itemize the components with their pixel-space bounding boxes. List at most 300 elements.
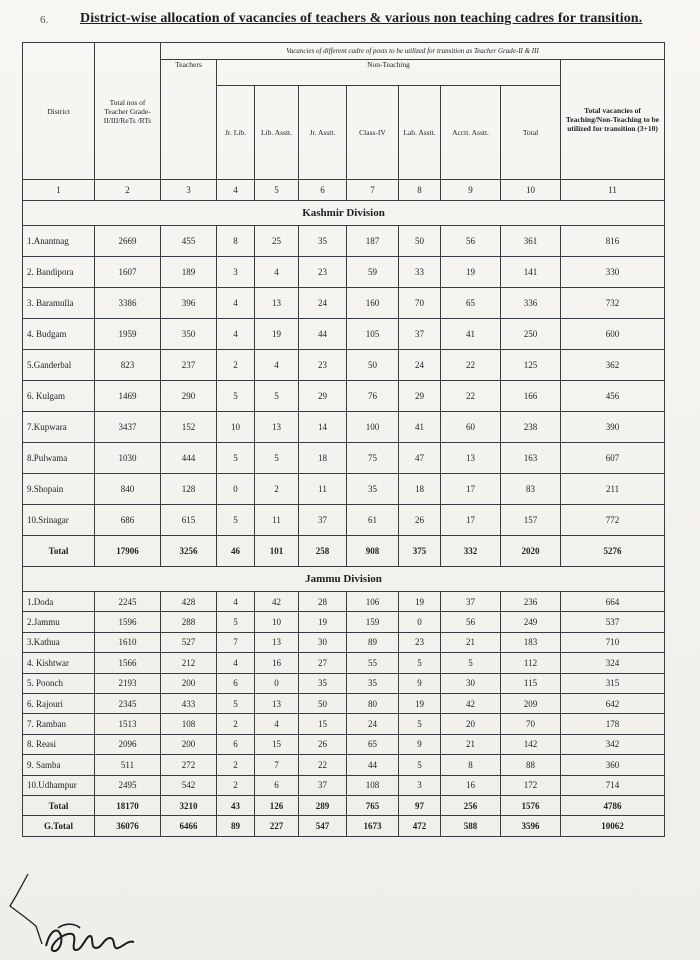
table-cell: 10 [255,612,299,632]
table-cell: 189 [161,257,217,288]
district-name: 2. Bandipora [23,257,95,288]
jammu-rows [23,592,665,837]
table-cell: 13 [255,412,299,443]
table-cell: 18 [399,474,441,505]
table-cell: 290 [161,381,217,412]
table-cell: 3437 [95,412,161,443]
table-row [23,673,665,693]
table-cell: 56 [441,226,501,257]
table-cell: 11 [299,474,347,505]
table-cell: 88 [501,755,561,775]
table-row [23,381,665,412]
total-cell: 375 [399,536,441,567]
table-cell: 30 [441,673,501,693]
table-cell: 28 [299,592,347,612]
table-cell: 22 [441,350,501,381]
table-cell: 16 [441,775,501,795]
total-cell: 472 [399,816,441,836]
table-cell: 0 [217,474,255,505]
table-cell: 360 [561,755,665,775]
table-cell: 13 [255,288,299,319]
table-cell: 24 [299,288,347,319]
table-cell: 2 [217,755,255,775]
district-name: 7.Kupwara [23,412,95,443]
table-cell: 5 [217,443,255,474]
table-cell: 17 [441,505,501,536]
total-label: G.Total [23,816,95,836]
total-cell: 332 [441,536,501,567]
table-cell: 5 [217,381,255,412]
table-cell: 642 [561,693,665,713]
district-name: 4. Budgam [23,319,95,350]
table-cell: 1469 [95,381,161,412]
total-cell: 6466 [161,816,217,836]
col-num: 6 [299,180,347,201]
district-name: 6. Rajouri [23,693,95,713]
table-cell: 15 [299,714,347,734]
table-cell: 2669 [95,226,161,257]
table-cell: 19 [399,693,441,713]
table-cell: 172 [501,775,561,795]
table-cell: 50 [299,693,347,713]
district-name: 8. Reasi [23,734,95,754]
table-cell: 20 [441,714,501,734]
table-cell: 16 [255,653,299,673]
table-row [23,226,665,257]
table-cell: 56 [441,612,501,632]
table-cell: 35 [347,673,399,693]
table-cell: 433 [161,693,217,713]
total-cell: 227 [255,816,299,836]
table-cell: 42 [255,592,299,612]
table-cell: 55 [347,653,399,673]
table-row [23,505,665,536]
total-cell: 5276 [561,536,665,567]
table-row [23,474,665,505]
table-cell: 5 [217,693,255,713]
header-lab-asstt: Lab. Asstt. [399,86,441,180]
table-cell: 5 [217,505,255,536]
division-heading-jammu [23,567,665,592]
col-num: 5 [255,180,299,201]
header-teachers: Teachers [161,60,217,180]
header-acctt-asstt: Acctt. Asstt. [441,86,501,180]
table-cell: 70 [501,714,561,734]
table-cell: 24 [399,350,441,381]
table-cell: 112 [501,653,561,673]
district-name: 10.Srinagar [23,505,95,536]
table-cell: 19 [441,257,501,288]
table-cell: 330 [561,257,665,288]
table-cell: 21 [441,734,501,754]
header-total: Total [501,86,561,180]
table-cell: 23 [399,632,441,652]
table-cell: 160 [347,288,399,319]
table-cell: 428 [161,592,217,612]
table-cell: 8 [441,755,501,775]
table-cell: 8 [217,226,255,257]
table-cell: 183 [501,632,561,652]
total-cell: 43 [217,795,255,815]
table-cell: 542 [161,775,217,795]
col-num: 4 [217,180,255,201]
table-cell: 390 [561,412,665,443]
table-cell: 15 [255,734,299,754]
table-cell: 4 [217,653,255,673]
table-row [23,257,665,288]
table-cell: 61 [347,505,399,536]
table-cell: 60 [441,412,501,443]
table-cell: 714 [561,775,665,795]
table-cell: 35 [347,474,399,505]
table-cell: 4 [217,319,255,350]
total-cell: 3256 [161,536,217,567]
total-cell: 2020 [501,536,561,567]
table-cell: 3 [217,257,255,288]
total-cell: 4786 [561,795,665,815]
table-cell: 11 [255,505,299,536]
district-name: 6. Kulgam [23,381,95,412]
total-row [23,795,665,815]
kashmir-rows [23,226,665,567]
table-cell: 187 [347,226,399,257]
table-cell: 607 [561,443,665,474]
table-cell: 772 [561,505,665,536]
table-cell: 70 [399,288,441,319]
header-total-teacher: Total nos of Teacher Grade-II/III/ReTs /RTs [95,43,161,180]
table-row [23,714,665,734]
total-row [23,816,665,836]
total-cell: 256 [441,795,501,815]
table-cell: 22 [299,755,347,775]
table-cell: 75 [347,443,399,474]
district-name: 1.Doda [23,592,95,612]
table-cell: 236 [501,592,561,612]
total-label: Total [23,536,95,567]
table-cell: 5 [399,714,441,734]
table-cell: 41 [441,319,501,350]
table-cell: 25 [255,226,299,257]
district-name: 5. Poonch [23,673,95,693]
table-cell: 840 [95,474,161,505]
table-cell: 163 [501,443,561,474]
table-cell: 823 [95,350,161,381]
table-cell: 249 [501,612,561,632]
table-cell: 527 [161,632,217,652]
table-row [23,734,665,754]
table-cell: 350 [161,319,217,350]
col-num: 3 [161,180,217,201]
table-cell: 1610 [95,632,161,652]
col-num: 2 [95,180,161,201]
table-cell: 142 [501,734,561,754]
table-cell: 444 [161,443,217,474]
vacancy-table [22,42,665,837]
table-cell: 21 [441,632,501,652]
table-cell: 108 [347,775,399,795]
table-cell: 1513 [95,714,161,734]
table-cell: 44 [299,319,347,350]
table-cell: 50 [399,226,441,257]
table-cell: 5 [255,443,299,474]
district-name: 3. Baramulla [23,288,95,319]
table-cell: 4 [255,257,299,288]
table-cell: 128 [161,474,217,505]
table-row [23,693,665,713]
division-label: Jammu Division [23,567,665,592]
table-cell: 47 [399,443,441,474]
table-cell: 4 [217,288,255,319]
district-name: 3.Kathua [23,632,95,652]
table-cell: 125 [501,350,561,381]
table-cell: 6 [217,673,255,693]
table-cell: 5 [399,755,441,775]
col-num: 10 [501,180,561,201]
table-cell: 455 [161,226,217,257]
total-label: Total [23,795,95,815]
table-cell: 10 [217,412,255,443]
table-cell: 2 [217,714,255,734]
table-cell: 100 [347,412,399,443]
total-cell: 36076 [95,816,161,836]
signature-icon [6,866,146,960]
column-number-row [23,180,665,201]
page-title: District-wise allocation of vacancies of teachers & various non teaching cadres for transition. [80,11,643,26]
table-cell: 159 [347,612,399,632]
table-cell: 396 [161,288,217,319]
table-cell: 59 [347,257,399,288]
table-cell: 816 [561,226,665,257]
total-cell: 547 [299,816,347,836]
table-cell: 27 [299,653,347,673]
table-cell: 238 [501,412,561,443]
table-cell: 6 [255,775,299,795]
district-name: 7. Ramban [23,714,95,734]
table-cell: 23 [299,350,347,381]
table-cell: 6 [217,734,255,754]
table-cell: 0 [255,673,299,693]
table-cell: 42 [441,693,501,713]
header-super: Vacancies of different cadre of posts to be utilized for transition as Teacher Grade-II & III [161,43,665,60]
district-name: 4. Kishtwar [23,653,95,673]
total-cell: 18170 [95,795,161,815]
table-cell: 178 [561,714,665,734]
col-num: 11 [561,180,665,201]
table-row [23,653,665,673]
total-cell: 258 [299,536,347,567]
table-cell: 26 [299,734,347,754]
col-num: 8 [399,180,441,201]
total-cell: 3596 [501,816,561,836]
table-row [23,288,665,319]
table-cell: 2 [255,474,299,505]
table-cell: 106 [347,592,399,612]
table-cell: 3 [399,775,441,795]
table-cell: 166 [501,381,561,412]
table-cell: 108 [161,714,217,734]
table-cell: 50 [347,350,399,381]
table-cell: 35 [299,226,347,257]
total-cell: 10062 [561,816,665,836]
table-cell: 19 [399,592,441,612]
table-cell: 5 [399,653,441,673]
district-name: 10.Udhampur [23,775,95,795]
col-num: 7 [347,180,399,201]
table-cell: 209 [501,693,561,713]
district-name: 5.Ganderbal [23,350,95,381]
header-lib-asstt: Lib. Asstt. [255,86,299,180]
table-cell: 250 [501,319,561,350]
table-cell: 2495 [95,775,161,795]
table-cell: 212 [161,653,217,673]
table-cell: 9 [399,673,441,693]
table-row [23,350,665,381]
district-name: 2.Jammu [23,612,95,632]
table-row [23,412,665,443]
table-cell: 18 [299,443,347,474]
total-cell: 3210 [161,795,217,815]
table-cell: 22 [441,381,501,412]
total-cell: 1673 [347,816,399,836]
table-cell: 29 [299,381,347,412]
table-row [23,755,665,775]
table-cell: 19 [299,612,347,632]
table-cell: 5 [441,653,501,673]
table-cell: 1566 [95,653,161,673]
header-non-teaching: Non-Teaching [217,60,561,86]
table-row [23,775,665,795]
table-cell: 1030 [95,443,161,474]
table-cell: 115 [501,673,561,693]
table-cell: 7 [217,632,255,652]
table-cell: 211 [561,474,665,505]
table-cell: 105 [347,319,399,350]
header-class-iv: Class-IV [347,86,399,180]
table-cell: 37 [299,775,347,795]
table-cell: 13 [441,443,501,474]
table-cell: 732 [561,288,665,319]
table-cell: 2096 [95,734,161,754]
table-cell: 13 [255,693,299,713]
table-cell: 13 [255,632,299,652]
table-cell: 37 [299,505,347,536]
table-cell: 0 [399,612,441,632]
table-cell: 41 [399,412,441,443]
col-num: 1 [23,180,95,201]
table-cell: 511 [95,755,161,775]
district-name: 8.Pulwama [23,443,95,474]
table-cell: 5 [217,612,255,632]
header-district: District [23,43,95,180]
total-cell: 89 [217,816,255,836]
table-row [23,319,665,350]
table-cell: 65 [441,288,501,319]
table-cell: 152 [161,412,217,443]
table-cell: 4 [255,350,299,381]
table-cell: 2 [217,775,255,795]
district-name: 9. Samba [23,755,95,775]
table-cell: 600 [561,319,665,350]
table-cell: 89 [347,632,399,652]
table-cell: 141 [501,257,561,288]
table-cell: 157 [501,505,561,536]
total-row [23,536,665,567]
table-cell: 315 [561,673,665,693]
table-cell: 80 [347,693,399,713]
table-cell: 336 [501,288,561,319]
table-cell: 2245 [95,592,161,612]
table-cell: 1959 [95,319,161,350]
header-grand-total: Total vacancies of Teaching/Non-Teaching to be utilized for transition (3+10) [561,60,665,180]
table-row [23,592,665,612]
district-name: 1.Anantnag [23,226,95,257]
table-cell: 362 [561,350,665,381]
section-number: 6. [40,14,49,26]
total-cell: 588 [441,816,501,836]
header-jr-asstt: Jr. Asstt. [299,86,347,180]
table-cell: 14 [299,412,347,443]
table-cell: 44 [347,755,399,775]
table-cell: 2345 [95,693,161,713]
col-num: 9 [441,180,501,201]
table-cell: 76 [347,381,399,412]
table-cell: 5 [255,381,299,412]
table-cell: 7 [255,755,299,775]
division-heading-kashmir [23,201,665,226]
total-cell: 101 [255,536,299,567]
table-cell: 4 [217,592,255,612]
table-cell: 288 [161,612,217,632]
table-cell: 37 [441,592,501,612]
division-label: Kashmir Division [23,201,665,226]
table-cell: 17 [441,474,501,505]
table-cell: 83 [501,474,561,505]
table-row [23,612,665,632]
table-cell: 237 [161,350,217,381]
table-cell: 686 [95,505,161,536]
table-cell: 272 [161,755,217,775]
table-cell: 1607 [95,257,161,288]
table-cell: 35 [299,673,347,693]
table-cell: 29 [399,381,441,412]
district-name: 9.Shopain [23,474,95,505]
table-cell: 2193 [95,673,161,693]
table-cell: 361 [501,226,561,257]
table-cell: 664 [561,592,665,612]
table-cell: 9 [399,734,441,754]
table-cell: 200 [161,734,217,754]
header-row-1 [23,43,665,60]
table-cell: 4 [255,714,299,734]
table-cell: 324 [561,653,665,673]
total-cell: 908 [347,536,399,567]
table-cell: 65 [347,734,399,754]
total-cell: 1576 [501,795,561,815]
table-cell: 537 [561,612,665,632]
header-jr-lib: Jr. Lib. [217,86,255,180]
total-cell: 46 [217,536,255,567]
table-cell: 1596 [95,612,161,632]
table-cell: 615 [161,505,217,536]
table-cell: 342 [561,734,665,754]
table-row [23,632,665,652]
table-cell: 200 [161,673,217,693]
table-cell: 26 [399,505,441,536]
table-cell: 3386 [95,288,161,319]
total-cell: 126 [255,795,299,815]
table-cell: 19 [255,319,299,350]
table-cell: 24 [347,714,399,734]
